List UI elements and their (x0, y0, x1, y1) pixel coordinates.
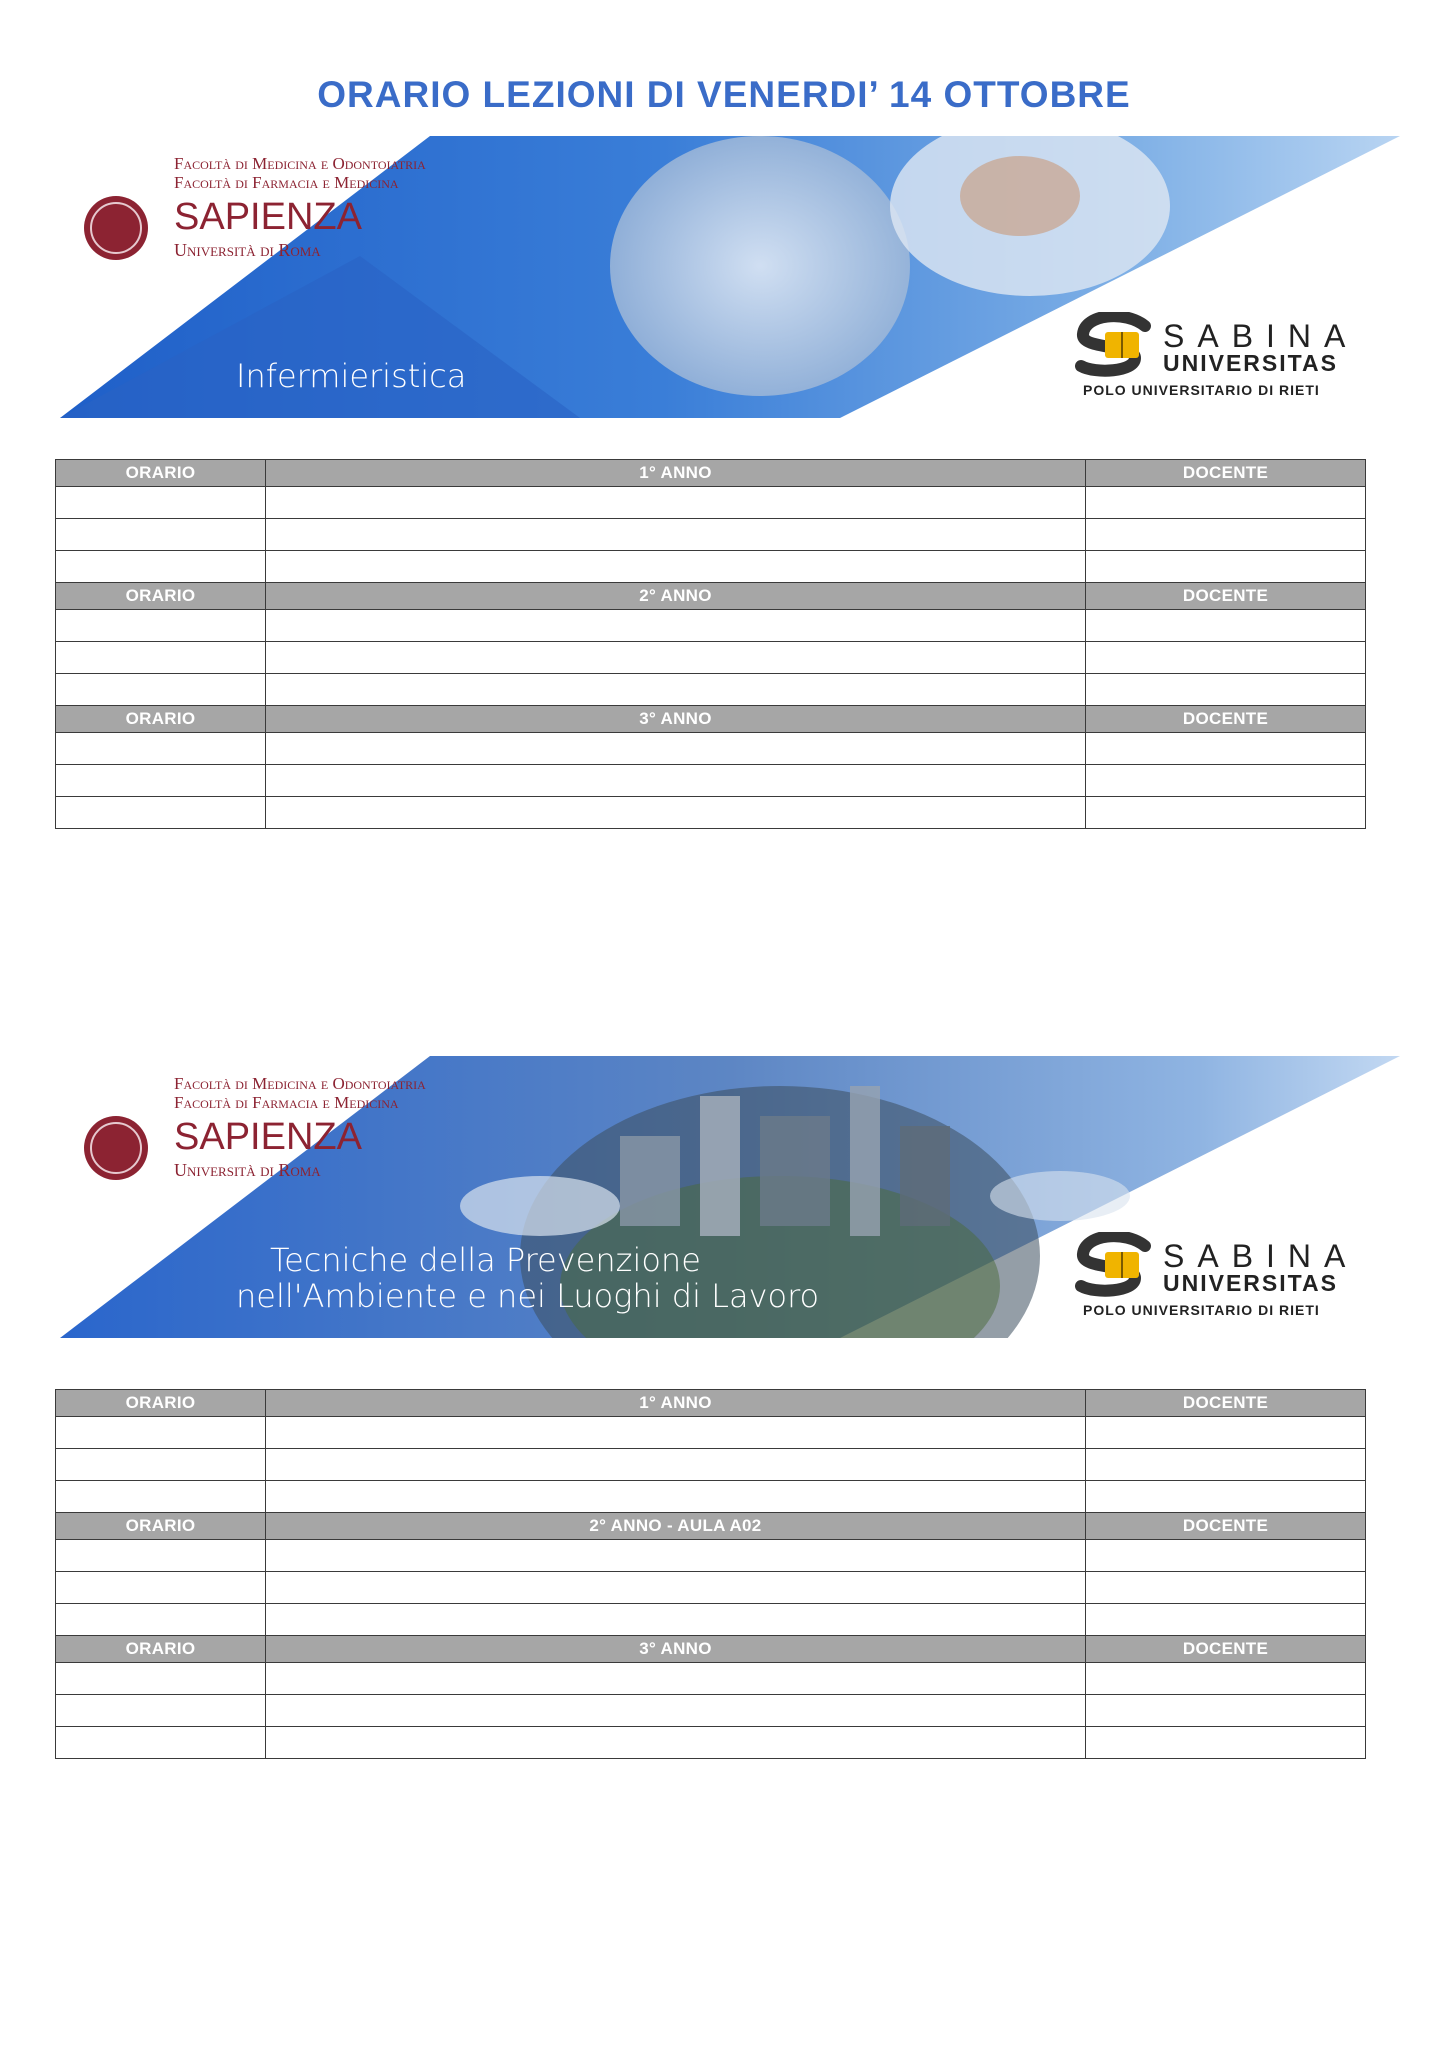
cell-orario[interactable] (56, 1481, 266, 1513)
table-header-row (56, 1390, 1366, 1417)
cell-docente[interactable] (1086, 519, 1366, 551)
cell-orario[interactable] (56, 551, 266, 583)
cell-orario[interactable] (56, 1417, 266, 1449)
cell-orario[interactable] (56, 519, 266, 551)
table-row (56, 551, 1366, 583)
table-row (56, 733, 1366, 765)
cell-lezione[interactable] (266, 519, 1086, 551)
table-header-row (56, 1513, 1366, 1540)
table-row (56, 765, 1366, 797)
banner-tecniche-prevenzione (60, 1056, 1400, 1338)
cell-lezione[interactable] (266, 1663, 1086, 1695)
sabina-polo: POLO UNIVERSITARIO DI RIETI (1083, 1302, 1320, 1318)
table-header-row (56, 1636, 1366, 1663)
course-title (236, 1242, 819, 1314)
header-anno: 2° ANNO (266, 583, 1086, 610)
table-header-row (56, 706, 1366, 733)
cell-lezione[interactable] (266, 1540, 1086, 1572)
cell-docente[interactable] (1086, 1572, 1366, 1604)
banner-infermieristica (60, 136, 1400, 418)
header-docente: DOCENTE (1086, 583, 1366, 610)
cell-lezione[interactable] (266, 733, 1086, 765)
table-row (56, 1540, 1366, 1572)
cell-lezione[interactable] (266, 551, 1086, 583)
faculty-line-2: Facoltà di Farmacia e Medicina (174, 173, 399, 192)
faculty-line-1: Facoltà di Medicina e Odontoiatria (174, 154, 426, 173)
cell-orario[interactable] (56, 674, 266, 706)
cell-lezione[interactable] (266, 1695, 1086, 1727)
sapienza-name: SAPIENZA (174, 196, 362, 238)
cell-docente[interactable] (1086, 733, 1366, 765)
header-docente: DOCENTE (1086, 1513, 1366, 1540)
cell-docente[interactable] (1086, 1481, 1366, 1513)
header-anno: 1° ANNO (266, 460, 1086, 487)
course-title-line: Tecniche della Prevenzione (270, 1241, 701, 1279)
table-row (56, 1481, 1366, 1513)
table-row (56, 1572, 1366, 1604)
sabina-polo: POLO UNIVERSITARIO DI RIETI (1083, 382, 1320, 398)
header-orario: ORARIO (56, 583, 266, 610)
cell-orario[interactable] (56, 1663, 266, 1695)
table-row (56, 610, 1366, 642)
table-row (56, 674, 1366, 706)
header-anno: 1° ANNO (266, 1390, 1086, 1417)
cell-lezione[interactable] (266, 1604, 1086, 1636)
cell-lezione[interactable] (266, 1727, 1086, 1759)
cell-orario[interactable] (56, 1572, 266, 1604)
cell-docente[interactable] (1086, 674, 1366, 706)
sabina-name: SABINA (1163, 318, 1359, 354)
sapienza-university: Università di Roma (174, 1160, 321, 1180)
schedule-table-infermieristica (55, 459, 1366, 829)
header-orario: ORARIO (56, 1513, 266, 1540)
table-row (56, 1604, 1366, 1636)
cell-lezione[interactable] (266, 610, 1086, 642)
cell-lezione[interactable] (266, 487, 1086, 519)
cell-orario[interactable] (56, 797, 266, 829)
table-row (56, 1727, 1366, 1759)
table-row (56, 1663, 1366, 1695)
sapienza-seal-icon (84, 1116, 148, 1180)
course-title (236, 358, 466, 394)
table-row (56, 1417, 1366, 1449)
header-anno: 3° ANNO (266, 1636, 1086, 1663)
sapienza-university: Università di Roma (174, 240, 321, 260)
cell-docente[interactable] (1086, 797, 1366, 829)
header-docente: DOCENTE (1086, 460, 1366, 487)
cell-orario[interactable] (56, 642, 266, 674)
header-docente: DOCENTE (1086, 706, 1366, 733)
course-title-line: nell'Ambiente e nei Luoghi di Lavoro (236, 1277, 820, 1315)
cell-docente[interactable] (1086, 1604, 1366, 1636)
faculty-line-1: Facoltà di Medicina e Odontoiatria (174, 1074, 426, 1093)
cell-docente[interactable] (1086, 642, 1366, 674)
table-row (56, 1449, 1366, 1481)
cell-lezione[interactable] (266, 765, 1086, 797)
header-docente: DOCENTE (1086, 1636, 1366, 1663)
cell-lezione[interactable] (266, 674, 1086, 706)
sabina-logo (1075, 312, 1375, 398)
table-row (56, 1695, 1366, 1727)
cell-orario[interactable] (56, 765, 266, 797)
cell-orario[interactable] (56, 1449, 266, 1481)
cell-lezione[interactable] (266, 1449, 1086, 1481)
cell-orario[interactable] (56, 610, 266, 642)
cell-docente[interactable] (1086, 487, 1366, 519)
cell-docente[interactable] (1086, 765, 1366, 797)
cell-lezione[interactable] (266, 797, 1086, 829)
cell-orario[interactable] (56, 733, 266, 765)
sabina-subtitle: UNIVERSITAS (1163, 350, 1338, 376)
cell-docente[interactable] (1086, 1449, 1366, 1481)
cell-docente[interactable] (1086, 1540, 1366, 1572)
cell-docente[interactable] (1086, 1695, 1366, 1727)
sabina-book-icon (1075, 1232, 1155, 1302)
header-orario: ORARIO (56, 1390, 266, 1417)
cell-orario[interactable] (56, 1695, 266, 1727)
table-header-row (56, 460, 1366, 487)
cell-docente[interactable] (1086, 551, 1366, 583)
sapienza-seal-icon (84, 196, 148, 260)
header-anno: 2° ANNO - AULA A02 (266, 1513, 1086, 1540)
cell-lezione[interactable] (266, 1572, 1086, 1604)
header-docente: DOCENTE (1086, 1390, 1366, 1417)
cell-orario[interactable] (56, 1604, 266, 1636)
cell-docente[interactable] (1086, 610, 1366, 642)
cell-orario[interactable] (56, 487, 266, 519)
table-header-row (56, 583, 1366, 610)
faculty-line-2: Facoltà di Farmacia e Medicina (174, 1093, 399, 1112)
cell-docente[interactable] (1086, 1727, 1366, 1759)
table-row (56, 642, 1366, 674)
cell-lezione[interactable] (266, 1481, 1086, 1513)
cell-docente[interactable] (1086, 1417, 1366, 1449)
sapienza-name: SAPIENZA (174, 1116, 362, 1158)
page-title: ORARIO LEZIONI DI VENERDI’ 14 OTTOBRE (317, 74, 1131, 115)
sabina-logo (1075, 1232, 1375, 1318)
cell-lezione[interactable] (266, 642, 1086, 674)
schedule-table-tecniche-prevenzione (55, 1389, 1366, 1759)
cell-orario[interactable] (56, 1727, 266, 1759)
cell-lezione[interactable] (266, 1417, 1086, 1449)
header-orario: ORARIO (56, 706, 266, 733)
cell-orario[interactable] (56, 1540, 266, 1572)
cell-docente[interactable] (1086, 1663, 1366, 1695)
header-orario: ORARIO (56, 460, 266, 487)
sabina-name: SABINA (1163, 1238, 1359, 1274)
course-title-line: Infermieristica (236, 357, 467, 395)
sabina-subtitle: UNIVERSITAS (1163, 1270, 1338, 1296)
table-row (56, 519, 1366, 551)
header-orario: ORARIO (56, 1636, 266, 1663)
table-row (56, 487, 1366, 519)
sabina-book-icon (1075, 312, 1155, 382)
header-anno: 3° ANNO (266, 706, 1086, 733)
table-row (56, 797, 1366, 829)
